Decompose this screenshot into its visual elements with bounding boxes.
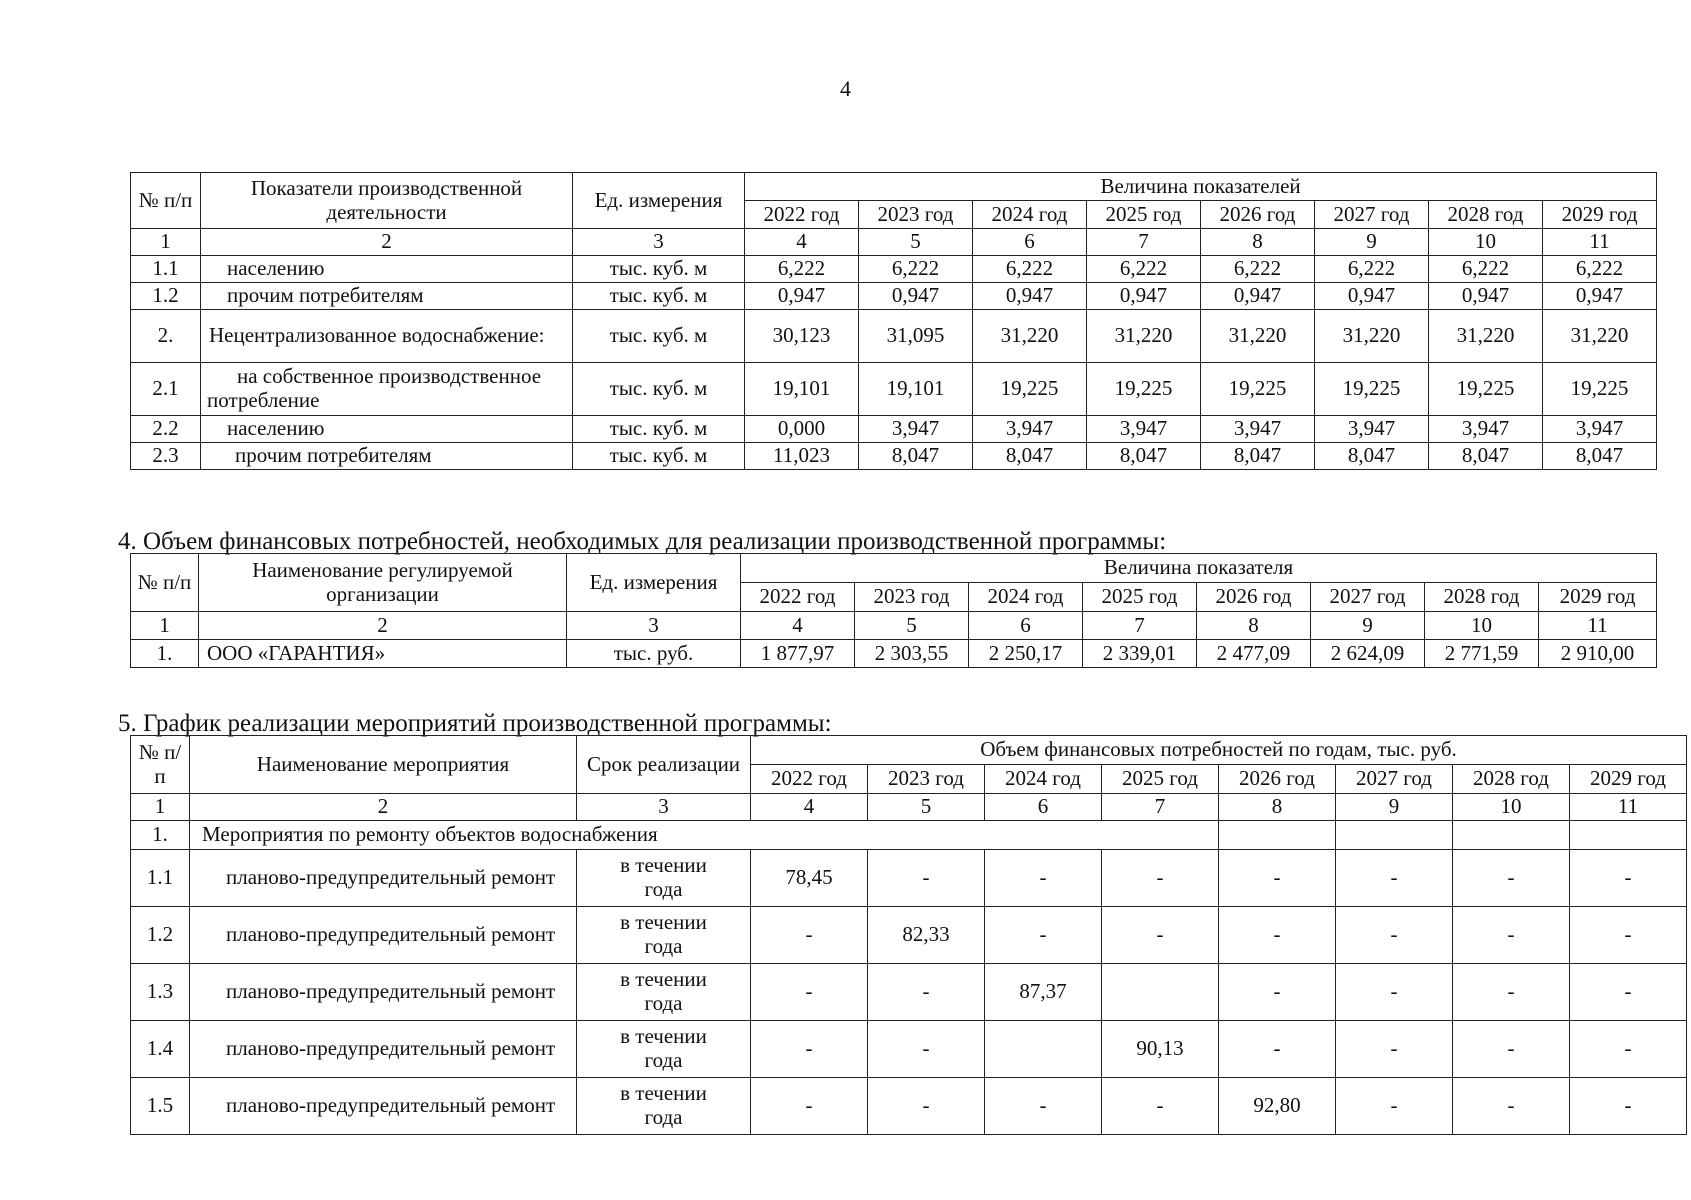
column-number: 3 — [577, 794, 751, 821]
t3-body — [131, 736, 1687, 1135]
row-num: 2.1 — [131, 363, 201, 416]
column-number: 4 — [745, 229, 859, 256]
value-cell: - — [985, 1078, 1102, 1135]
year-header: 2022 год — [751, 765, 868, 794]
year-header: 2023 год — [868, 765, 985, 794]
value-cell: 6,222 — [1543, 256, 1657, 283]
value-cell: - — [985, 907, 1102, 964]
section5-title: 5. График реализации мероприятий производственной программы: — [118, 710, 832, 737]
column-number: 4 — [741, 612, 855, 640]
year-header: 2028 год — [1453, 765, 1570, 794]
header-name: Наименование регулируемой организации — [199, 554, 567, 612]
column-number: 2 — [190, 794, 577, 821]
row-term: в течении года — [577, 907, 751, 964]
value-cell: 19,225 — [1543, 363, 1657, 416]
value-cell: 31,220 — [1543, 310, 1657, 363]
value-cell: 92,80 — [1219, 1078, 1336, 1135]
table-row — [131, 416, 1657, 443]
value-cell: 6,222 — [859, 256, 973, 283]
value-cell: - — [751, 907, 868, 964]
financial-needs-table — [130, 553, 1657, 668]
row-term: в течении года — [577, 1021, 751, 1078]
t2-colnum-row — [131, 612, 1657, 640]
row-unit: тыс. куб. м — [573, 363, 745, 416]
group-name: Мероприятия по ремонту объектов водоснабжения — [190, 821, 1219, 850]
year-header: 2029 год — [1539, 583, 1657, 612]
value-cell: 19,225 — [1087, 363, 1201, 416]
table-row — [131, 310, 1657, 363]
table-row — [131, 1021, 1687, 1078]
value-cell: 2 477,09 — [1197, 640, 1311, 668]
value-cell: - — [1453, 907, 1570, 964]
row-unit: тыс. куб. м — [573, 256, 745, 283]
value-cell: - — [1453, 850, 1570, 907]
row-name: ООО «ГАРАНТИЯ» — [199, 640, 567, 668]
header-group: Величина показателя — [741, 554, 1657, 583]
value-cell: 0,947 — [1429, 283, 1543, 310]
value-cell: - — [1453, 1021, 1570, 1078]
column-number: 1 — [131, 612, 199, 640]
value-cell: 8,047 — [1201, 443, 1315, 470]
row-num: 1.1 — [131, 850, 190, 907]
year-header: 2026 год — [1219, 765, 1336, 794]
header-unit: Ед. измерения — [567, 554, 741, 612]
t1-colnum-row — [131, 229, 1657, 256]
value-cell: - — [751, 964, 868, 1021]
column-number: 3 — [573, 229, 745, 256]
value-cell: 3,947 — [1087, 416, 1201, 443]
column-number: 6 — [973, 229, 1087, 256]
row-unit: тыс. куб. м — [573, 416, 745, 443]
value-cell: 11,023 — [745, 443, 859, 470]
column-number: 2 — [201, 229, 573, 256]
row-name: населению — [201, 416, 573, 443]
value-cell: - — [985, 850, 1102, 907]
value-cell: 2 250,17 — [969, 640, 1083, 668]
value-cell: - — [868, 850, 985, 907]
column-number: 9 — [1315, 229, 1429, 256]
row-term: в течении года — [577, 1078, 751, 1135]
value-cell: 0,947 — [973, 283, 1087, 310]
value-cell: 2 910,00 — [1539, 640, 1657, 668]
value-cell: - — [1336, 1078, 1453, 1135]
value-cell: 1 877,97 — [741, 640, 855, 668]
value-cell: - — [1102, 850, 1219, 907]
row-num: 1.1 — [131, 256, 201, 283]
table-row — [131, 256, 1657, 283]
value-cell: 3,947 — [1429, 416, 1543, 443]
year-header: 2027 год — [1315, 201, 1429, 229]
value-cell: 2 771,59 — [1425, 640, 1539, 668]
column-number: 11 — [1539, 612, 1657, 640]
value-cell: 2 339,01 — [1083, 640, 1197, 668]
value-cell: - — [751, 1078, 868, 1135]
column-number: 6 — [985, 794, 1102, 821]
value-cell: 8,047 — [1429, 443, 1543, 470]
year-header: 2026 год — [1201, 201, 1315, 229]
table-row — [131, 964, 1687, 1021]
value-cell: - — [1336, 1021, 1453, 1078]
row-name: планово-предупредительный ремонт — [190, 907, 577, 964]
year-header: 2028 год — [1425, 583, 1539, 612]
empty-cell — [1570, 821, 1687, 850]
table-row — [131, 283, 1657, 310]
table-row — [131, 443, 1657, 470]
value-cell: 31,220 — [1087, 310, 1201, 363]
header-num: № п/п — [131, 554, 199, 612]
value-cell: - — [868, 1078, 985, 1135]
value-cell: - — [751, 1021, 868, 1078]
empty-cell — [1219, 821, 1336, 850]
activities-schedule-table — [130, 735, 1687, 1135]
table-row — [131, 1078, 1687, 1135]
group-num: 1. — [131, 821, 190, 850]
value-cell: 0,947 — [1201, 283, 1315, 310]
row-num: 2.3 — [131, 443, 201, 470]
value-cell: 19,225 — [1315, 363, 1429, 416]
column-number: 10 — [1425, 612, 1539, 640]
year-header: 2026 год — [1197, 583, 1311, 612]
value-cell: 3,947 — [1543, 416, 1657, 443]
column-number: 5 — [868, 794, 985, 821]
row-term: в течении года — [577, 850, 751, 907]
value-cell: - — [1336, 907, 1453, 964]
value-cell: 19,101 — [745, 363, 859, 416]
value-cell: 0,947 — [1087, 283, 1201, 310]
empty-cell — [1453, 821, 1570, 850]
value-cell: 19,225 — [1201, 363, 1315, 416]
value-cell — [985, 1021, 1102, 1078]
column-number: 7 — [1083, 612, 1197, 640]
value-cell: 2 624,09 — [1311, 640, 1425, 668]
value-cell: - — [1336, 964, 1453, 1021]
row-name: планово-предупредительный ремонт — [190, 850, 577, 907]
year-header: 2022 год — [741, 583, 855, 612]
value-cell: 8,047 — [1315, 443, 1429, 470]
value-cell: 82,33 — [868, 907, 985, 964]
value-cell: 8,047 — [1087, 443, 1201, 470]
column-number: 5 — [855, 612, 969, 640]
year-header: 2024 год — [985, 765, 1102, 794]
value-cell: - — [1102, 1078, 1219, 1135]
column-number: 7 — [1102, 794, 1219, 821]
row-name: на собственное производственное потребление — [201, 363, 573, 416]
value-cell: 19,101 — [859, 363, 973, 416]
value-cell: - — [1453, 964, 1570, 1021]
year-header: 2028 год — [1429, 201, 1543, 229]
row-term: в течении года — [577, 964, 751, 1021]
value-cell: - — [1570, 850, 1687, 907]
table-row — [131, 850, 1687, 907]
value-cell: - — [1453, 1078, 1570, 1135]
value-cell: - — [1570, 907, 1687, 964]
column-number: 10 — [1429, 229, 1543, 256]
value-cell: 0,947 — [1315, 283, 1429, 310]
value-cell: - — [1219, 850, 1336, 907]
value-cell: - — [868, 1021, 985, 1078]
row-num: 1.5 — [131, 1078, 190, 1135]
value-cell: 31,220 — [973, 310, 1087, 363]
row-num: 1. — [131, 640, 199, 668]
value-cell: 30,123 — [745, 310, 859, 363]
row-name: Нецентрализованное водоснабжение: — [201, 310, 573, 363]
header-group: Величина показателей — [745, 173, 1657, 201]
value-cell: 3,947 — [973, 416, 1087, 443]
value-cell: 6,222 — [1429, 256, 1543, 283]
row-num: 1.2 — [131, 283, 201, 310]
year-header: 2025 год — [1083, 583, 1197, 612]
column-number: 11 — [1570, 794, 1687, 821]
t3-group-row — [131, 821, 1687, 850]
value-cell: - — [868, 964, 985, 1021]
header-num: № п/п — [131, 173, 201, 229]
value-cell: 31,220 — [1201, 310, 1315, 363]
table-row — [131, 640, 1657, 668]
year-header: 2023 год — [855, 583, 969, 612]
value-cell: 90,13 — [1102, 1021, 1219, 1078]
year-header: 2024 год — [973, 201, 1087, 229]
year-header: 2023 год — [859, 201, 973, 229]
row-num: 2.2 — [131, 416, 201, 443]
column-number: 8 — [1219, 794, 1336, 821]
value-cell: 0,947 — [859, 283, 973, 310]
column-number: 9 — [1311, 612, 1425, 640]
value-cell: 87,37 — [985, 964, 1102, 1021]
column-number: 1 — [131, 794, 190, 821]
column-number: 5 — [859, 229, 973, 256]
column-number: 10 — [1453, 794, 1570, 821]
column-number: 8 — [1197, 612, 1311, 640]
value-cell: 0,947 — [1543, 283, 1657, 310]
row-name: прочим потребителям — [201, 443, 573, 470]
header-num: № п/п — [131, 736, 190, 794]
value-cell: 6,222 — [1315, 256, 1429, 283]
year-header: 2027 год — [1311, 583, 1425, 612]
row-num: 1.2 — [131, 907, 190, 964]
row-name: прочим потребителям — [201, 283, 573, 310]
column-number: 3 — [567, 612, 741, 640]
production-indicators-table — [130, 172, 1657, 470]
t2-body — [131, 554, 1657, 668]
year-header: 2027 год — [1336, 765, 1453, 794]
header-unit: Ед. измерения — [573, 173, 745, 229]
row-num: 1.3 — [131, 964, 190, 1021]
row-name: населению — [201, 256, 573, 283]
row-num: 1.4 — [131, 1021, 190, 1078]
value-cell: 19,225 — [973, 363, 1087, 416]
value-cell: 3,947 — [1201, 416, 1315, 443]
section4-title: 4. Объем финансовых потребностей, необходимых для реализации производственной программы: — [118, 528, 1167, 555]
header-name: Наименование мероприятия — [190, 736, 577, 794]
row-name: планово-предупредительный ремонт — [190, 964, 577, 1021]
column-number: 9 — [1336, 794, 1453, 821]
value-cell: - — [1102, 907, 1219, 964]
column-number: 4 — [751, 794, 868, 821]
row-unit: тыс. руб. — [567, 640, 741, 668]
page-number: 4 — [840, 76, 851, 101]
header-name: Показатели производственной деятельности — [201, 173, 573, 229]
table-row — [131, 363, 1657, 416]
value-cell: 6,222 — [1087, 256, 1201, 283]
value-cell: 19,225 — [1429, 363, 1543, 416]
header-group: Объем финансовых потребностей по годам, тыс. руб. — [751, 736, 1687, 765]
value-cell: - — [1570, 1021, 1687, 1078]
value-cell: 8,047 — [859, 443, 973, 470]
t3-colnum-row — [131, 794, 1687, 821]
column-number: 7 — [1087, 229, 1201, 256]
empty-cell — [1336, 821, 1453, 850]
column-number: 2 — [199, 612, 567, 640]
value-cell: 2 303,55 — [855, 640, 969, 668]
row-unit: тыс. куб. м — [573, 310, 745, 363]
value-cell: 6,222 — [973, 256, 1087, 283]
value-cell: 8,047 — [1543, 443, 1657, 470]
column-number: 8 — [1201, 229, 1315, 256]
value-cell: - — [1219, 907, 1336, 964]
row-unit: тыс. куб. м — [573, 443, 745, 470]
value-cell: 6,222 — [1201, 256, 1315, 283]
header-term: Срок реализации — [577, 736, 751, 794]
row-unit: тыс. куб. м — [573, 283, 745, 310]
value-cell: 8,047 — [973, 443, 1087, 470]
column-number: 6 — [969, 612, 1083, 640]
column-number: 11 — [1543, 229, 1657, 256]
value-cell: 3,947 — [859, 416, 973, 443]
table-row — [131, 907, 1687, 964]
value-cell: - — [1219, 1021, 1336, 1078]
year-header: 2029 год — [1543, 201, 1657, 229]
value-cell: 0,000 — [745, 416, 859, 443]
column-number: 1 — [131, 229, 201, 256]
value-cell: - — [1570, 1078, 1687, 1135]
value-cell: 31,095 — [859, 310, 973, 363]
value-cell: 78,45 — [751, 850, 868, 907]
value-cell: - — [1219, 964, 1336, 1021]
row-name: планово-предупредительный ремонт — [190, 1021, 577, 1078]
value-cell: - — [1336, 850, 1453, 907]
value-cell: 31,220 — [1315, 310, 1429, 363]
year-header: 2022 год — [745, 201, 859, 229]
row-num: 2. — [131, 310, 201, 363]
value-cell: 31,220 — [1429, 310, 1543, 363]
value-cell: - — [1570, 964, 1687, 1021]
row-name: планово-предупредительный ремонт — [190, 1078, 577, 1135]
value-cell: 6,222 — [745, 256, 859, 283]
year-header: 2024 год — [969, 583, 1083, 612]
value-cell: 0,947 — [745, 283, 859, 310]
year-header: 2029 год — [1570, 765, 1687, 794]
year-header: 2025 год — [1102, 765, 1219, 794]
year-header: 2025 год — [1087, 201, 1201, 229]
value-cell — [1102, 964, 1219, 1021]
t1-body — [131, 173, 1657, 470]
value-cell: 3,947 — [1315, 416, 1429, 443]
